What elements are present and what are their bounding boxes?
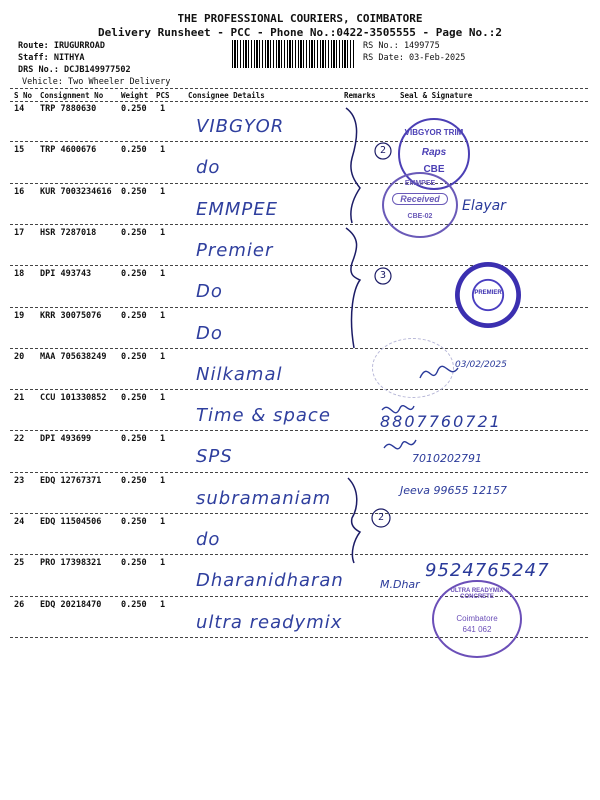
signature-emmpee: Elayar bbox=[462, 198, 506, 214]
row-weight: 0.250 bbox=[121, 227, 147, 238]
row-pcs: 1 bbox=[160, 269, 166, 280]
row-pcs: 1 bbox=[160, 104, 166, 114]
row-divider bbox=[10, 141, 588, 142]
row-sno: 17 bbox=[14, 227, 25, 238]
row-sno: 25 bbox=[14, 558, 25, 569]
row-weight: 0.250 bbox=[121, 310, 147, 321]
signature-dharanidharan-name: M.Dhar bbox=[380, 578, 420, 591]
row-sno: 14 bbox=[14, 104, 25, 114]
row-consignee-handwritten: do bbox=[196, 157, 221, 179]
row-pcs: 1 bbox=[160, 517, 166, 527]
row-weight: 0.250 bbox=[121, 269, 147, 280]
row-consignment-no: EDQ 11504506 bbox=[40, 517, 102, 527]
staff-label: Staff: NITHYA bbox=[18, 53, 85, 63]
row-sno: 21 bbox=[14, 393, 25, 404]
vibgyor-seal: VIBGYOR TRIM Raps CBE bbox=[398, 118, 470, 190]
row-consignment-no: KUR 7003234616 bbox=[40, 186, 112, 197]
col-consignee: Consignee Details bbox=[188, 91, 265, 100]
row-sno: 16 bbox=[14, 186, 25, 197]
row-consignment-no: KRR 30075076 bbox=[40, 310, 102, 321]
row-sno: 22 bbox=[14, 434, 25, 445]
drs-number: DRS No.: DCJB149977502 bbox=[18, 65, 131, 75]
row-weight: 0.250 bbox=[121, 517, 147, 527]
row-consignee-handwritten: EMMPEE bbox=[196, 198, 279, 220]
row-pcs: 1 bbox=[160, 310, 166, 321]
row-weight: 0.250 bbox=[121, 599, 147, 610]
remark-count-2: 3 bbox=[380, 270, 387, 281]
row-divider bbox=[10, 554, 588, 555]
remark-count-1: 2 bbox=[380, 145, 387, 156]
row-pcs: 1 bbox=[160, 558, 166, 569]
row-sno: 18 bbox=[14, 269, 25, 280]
row-consignee-handwritten: Premier bbox=[196, 239, 274, 261]
ultra-readymix-seal: ULTRA READYMIX CONCRETE Coimbatore 641 062 bbox=[432, 580, 522, 658]
col-sno: S No bbox=[14, 91, 33, 100]
signature-time-space: 8807760721 bbox=[380, 412, 502, 431]
col-remarks: Remarks bbox=[344, 91, 376, 100]
row-sno: 20 bbox=[14, 351, 25, 362]
row-weight: 0.250 bbox=[121, 393, 147, 404]
row-weight: 0.250 bbox=[121, 351, 147, 362]
row-weight: 0.250 bbox=[121, 434, 147, 445]
row-weight: 0.250 bbox=[121, 186, 147, 197]
row-sno: 26 bbox=[14, 599, 25, 610]
row-weight: 0.250 bbox=[121, 104, 147, 114]
route-label: Route: IRUGURROAD bbox=[18, 41, 105, 51]
col-seal-signature: Seal & Signature bbox=[400, 91, 473, 100]
row-consignment-no: EDQ 20218470 bbox=[40, 599, 102, 610]
emmpee-seal: EMMPEE Received CBE-02 bbox=[382, 172, 458, 238]
row-consignee-handwritten: Do bbox=[196, 322, 223, 344]
runsheet-subtitle: Delivery Runsheet - PCC - Phone No.:0422-3505555 - Page No.:2 bbox=[98, 26, 502, 39]
row-consignee-handwritten: Do bbox=[196, 281, 223, 303]
row-consignee-handwritten: Nilkamal bbox=[196, 363, 283, 385]
row-divider bbox=[10, 513, 588, 514]
row-pcs: 1 bbox=[160, 393, 166, 404]
row-consignee-handwritten: SPS bbox=[196, 446, 233, 468]
row-consignee-handwritten: subramaniam bbox=[196, 487, 332, 509]
premier-seal: PREMIER bbox=[455, 262, 521, 328]
row-weight: 0.250 bbox=[121, 475, 147, 486]
signature-dharanidharan: 9524765247 bbox=[425, 560, 550, 581]
row-sno: 19 bbox=[14, 310, 25, 321]
col-pcs: PCS bbox=[156, 91, 170, 100]
row-consignment-no: TRP 7880630 bbox=[40, 104, 97, 114]
row-consignment-no: DPI 493743 bbox=[40, 269, 92, 280]
row-weight: 0.250 bbox=[121, 558, 147, 569]
row-sno: 23 bbox=[14, 475, 25, 486]
row-divider bbox=[10, 183, 588, 184]
row-pcs: 1 bbox=[160, 186, 166, 197]
row-consignee-handwritten: Time & space bbox=[196, 405, 331, 427]
remarks-brackets bbox=[338, 98, 398, 568]
signature-nilkamal: 03/02/2025 bbox=[455, 360, 507, 370]
signature-sps: 7010202791 bbox=[412, 452, 482, 465]
row-sno: 15 bbox=[14, 145, 25, 156]
col-consignment: Consignment No bbox=[40, 91, 104, 100]
row-pcs: 1 bbox=[160, 434, 166, 445]
row-consignment-no: DPI 493699 bbox=[40, 434, 92, 445]
signature-scribbles bbox=[380, 340, 560, 460]
signature-subramaniam: Jeeva 99655 12157 bbox=[400, 484, 508, 497]
row-pcs: 1 bbox=[160, 145, 166, 156]
row-weight: 0.250 bbox=[121, 145, 147, 156]
row-consignee-handwritten: VIBGYOR bbox=[196, 116, 285, 137]
vehicle-label: Vehicle: Two Wheeler Delivery bbox=[22, 77, 171, 87]
col-weight: Weight bbox=[121, 91, 149, 100]
row-pcs: 1 bbox=[160, 351, 166, 362]
remark-count-3: 2 bbox=[378, 512, 385, 523]
row-pcs: 1 bbox=[160, 599, 166, 610]
row-pcs: 1 bbox=[160, 227, 166, 238]
row-divider bbox=[10, 224, 588, 225]
row-consignment-no: TRP 4600676 bbox=[40, 145, 97, 156]
row-consignee-handwritten: ultra readymix bbox=[196, 611, 343, 633]
rs-date: RS Date: 03-Feb-2025 bbox=[363, 53, 466, 63]
row-consignment-no: MAA 705638249 bbox=[40, 351, 107, 362]
barcode bbox=[232, 40, 354, 68]
row-consignee-handwritten: Dharanidharan bbox=[196, 570, 344, 592]
row-sno: 24 bbox=[14, 517, 25, 527]
row-consignment-no: EDQ 12767371 bbox=[40, 475, 102, 486]
row-divider bbox=[10, 472, 588, 473]
row-consignment-no: PRO 17398321 bbox=[40, 558, 102, 569]
row-consignee-handwritten: do bbox=[196, 529, 221, 550]
row-consignment-no: CCU 101330852 bbox=[40, 393, 107, 404]
rs-number: RS No.: 1499775 bbox=[363, 41, 440, 51]
company-title: THE PROFESSIONAL COURIERS, COIMBATORE bbox=[177, 12, 423, 25]
row-pcs: 1 bbox=[160, 475, 166, 486]
row-consignment-no: HSR 7287018 bbox=[40, 227, 97, 238]
